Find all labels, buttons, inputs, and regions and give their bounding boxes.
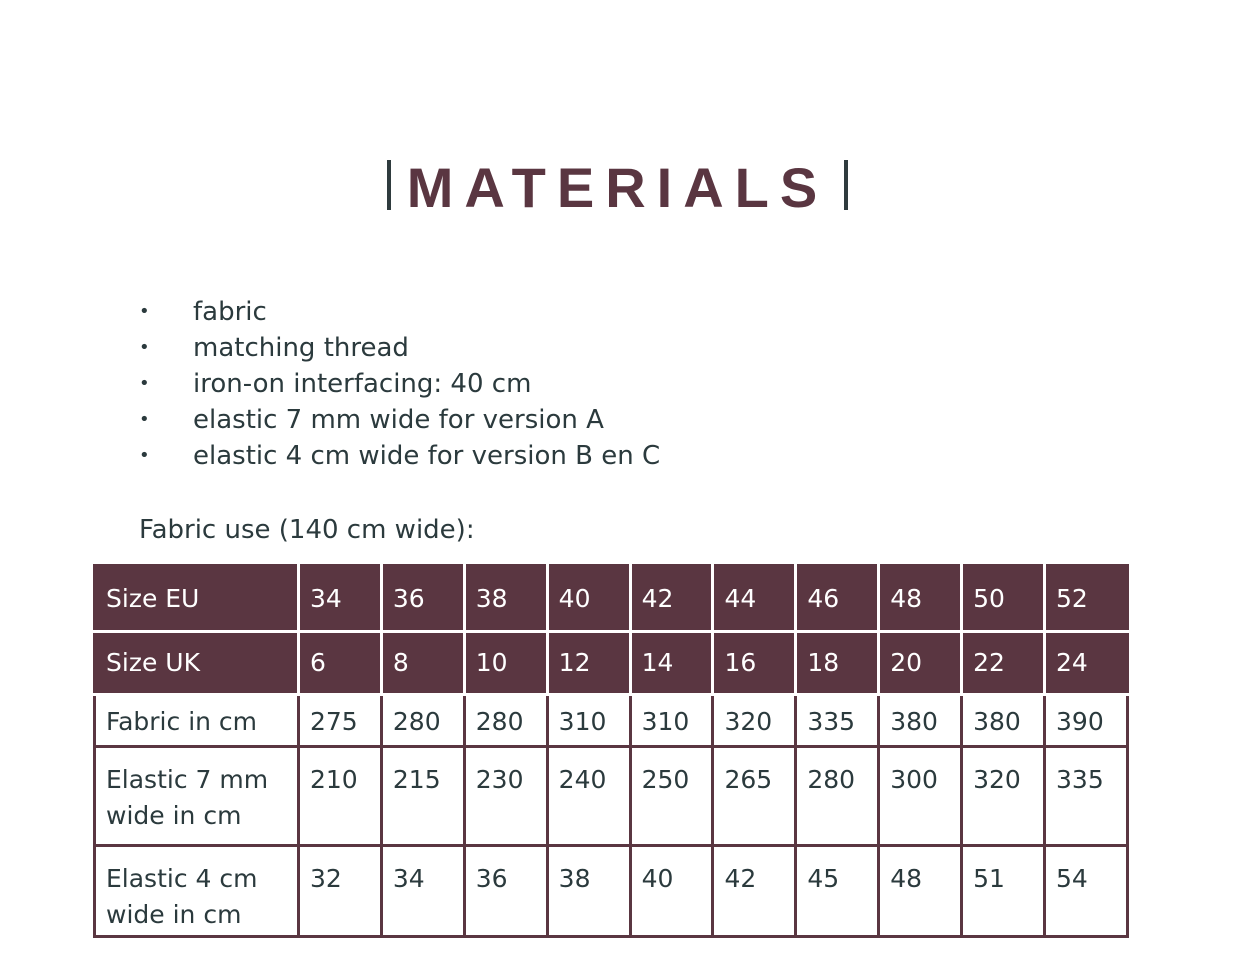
- material-label: iron-on interfacing: 40 cm: [193, 369, 532, 399]
- title-block: [0, 148, 1242, 228]
- list-item: [135, 402, 660, 438]
- table-cell: 380: [879, 695, 962, 747]
- table-cell: 280: [796, 747, 879, 846]
- table-cell: 390: [1045, 695, 1128, 747]
- list-item: [135, 330, 660, 366]
- table-cell: 51: [962, 846, 1045, 937]
- table-cell: 46: [796, 566, 879, 632]
- table-cell: 42: [630, 566, 713, 632]
- bullet-icon: •: [139, 373, 150, 394]
- list-item: [135, 366, 660, 402]
- table-cell: 36: [381, 566, 464, 632]
- table-cell: 215: [381, 747, 464, 846]
- table-cell: 45: [796, 846, 879, 937]
- table-cell: 230: [464, 747, 547, 846]
- table-cell: 22: [962, 632, 1045, 695]
- table-cell: 38: [464, 566, 547, 632]
- table-cell: 320: [713, 695, 796, 747]
- table-cell: 44: [713, 566, 796, 632]
- row-label: Size UK: [95, 632, 299, 695]
- table-cell: 36: [464, 846, 547, 937]
- materials-list: [135, 294, 660, 474]
- table-cell: 280: [381, 695, 464, 747]
- table-cell: 275: [299, 695, 382, 747]
- table-cell: 12: [547, 632, 630, 695]
- table-cell: 34: [381, 846, 464, 937]
- row-label: Fabric in cm: [95, 695, 299, 747]
- bullet-icon: •: [139, 445, 150, 466]
- size-table: [93, 564, 1129, 938]
- table-cell: 50: [962, 566, 1045, 632]
- table-cell: 335: [1045, 747, 1128, 846]
- table-cell: 8: [381, 632, 464, 695]
- table-cell: 52: [1045, 566, 1128, 632]
- table-cell: 210: [299, 747, 382, 846]
- list-item: [135, 294, 660, 330]
- table-cell: 54: [1045, 846, 1128, 937]
- table-cell: 48: [879, 846, 962, 937]
- table-cell: 280: [464, 695, 547, 747]
- table-cell: 6: [299, 632, 382, 695]
- table-cell: 240: [547, 747, 630, 846]
- page-title: MATERIALS: [406, 156, 829, 219]
- table-cell: 335: [796, 695, 879, 747]
- table-cell: 38: [547, 846, 630, 937]
- table-row-size-uk: [95, 632, 1128, 695]
- list-item: [135, 438, 660, 474]
- bullet-icon: •: [139, 337, 150, 358]
- title-divider-right: [844, 160, 848, 210]
- title-divider-left: [387, 160, 391, 210]
- table-cell: 24: [1045, 632, 1128, 695]
- table-cell: 380: [962, 695, 1045, 747]
- row-label: Elastic 7 mm wide in cm: [95, 747, 299, 846]
- table-cell: 14: [630, 632, 713, 695]
- table-cell: 250: [630, 747, 713, 846]
- fabric-use-heading: Fabric use (140 cm wide):: [139, 515, 475, 545]
- table-row-elastic-4cm: [95, 846, 1128, 937]
- table-cell: 265: [713, 747, 796, 846]
- material-label: elastic 7 mm wide for version A: [193, 405, 604, 435]
- table-cell: 48: [879, 566, 962, 632]
- bullet-icon: •: [139, 409, 150, 430]
- table-cell: 18: [796, 632, 879, 695]
- table-cell: 300: [879, 747, 962, 846]
- table-cell: 40: [547, 566, 630, 632]
- table-cell: 310: [547, 695, 630, 747]
- table-row-fabric: [95, 695, 1128, 747]
- material-label: elastic 4 cm wide for version B en C: [193, 441, 661, 471]
- table-cell: 320: [962, 747, 1045, 846]
- table-cell: 34: [299, 566, 382, 632]
- table-cell: 16: [713, 632, 796, 695]
- table-cell: 310: [630, 695, 713, 747]
- table-cell: 42: [713, 846, 796, 937]
- table-cell: 10: [464, 632, 547, 695]
- material-label: matching thread: [193, 333, 409, 363]
- table-cell: 20: [879, 632, 962, 695]
- table-cell: 32: [299, 846, 382, 937]
- row-label: Size EU: [95, 566, 299, 632]
- row-label: Elastic 4 cm wide in cm: [95, 846, 299, 937]
- table-row-size-eu: [95, 566, 1128, 632]
- bullet-icon: •: [139, 301, 150, 322]
- material-label: fabric: [193, 297, 267, 327]
- table-row-elastic-7mm: [95, 747, 1128, 846]
- table-cell: 40: [630, 846, 713, 937]
